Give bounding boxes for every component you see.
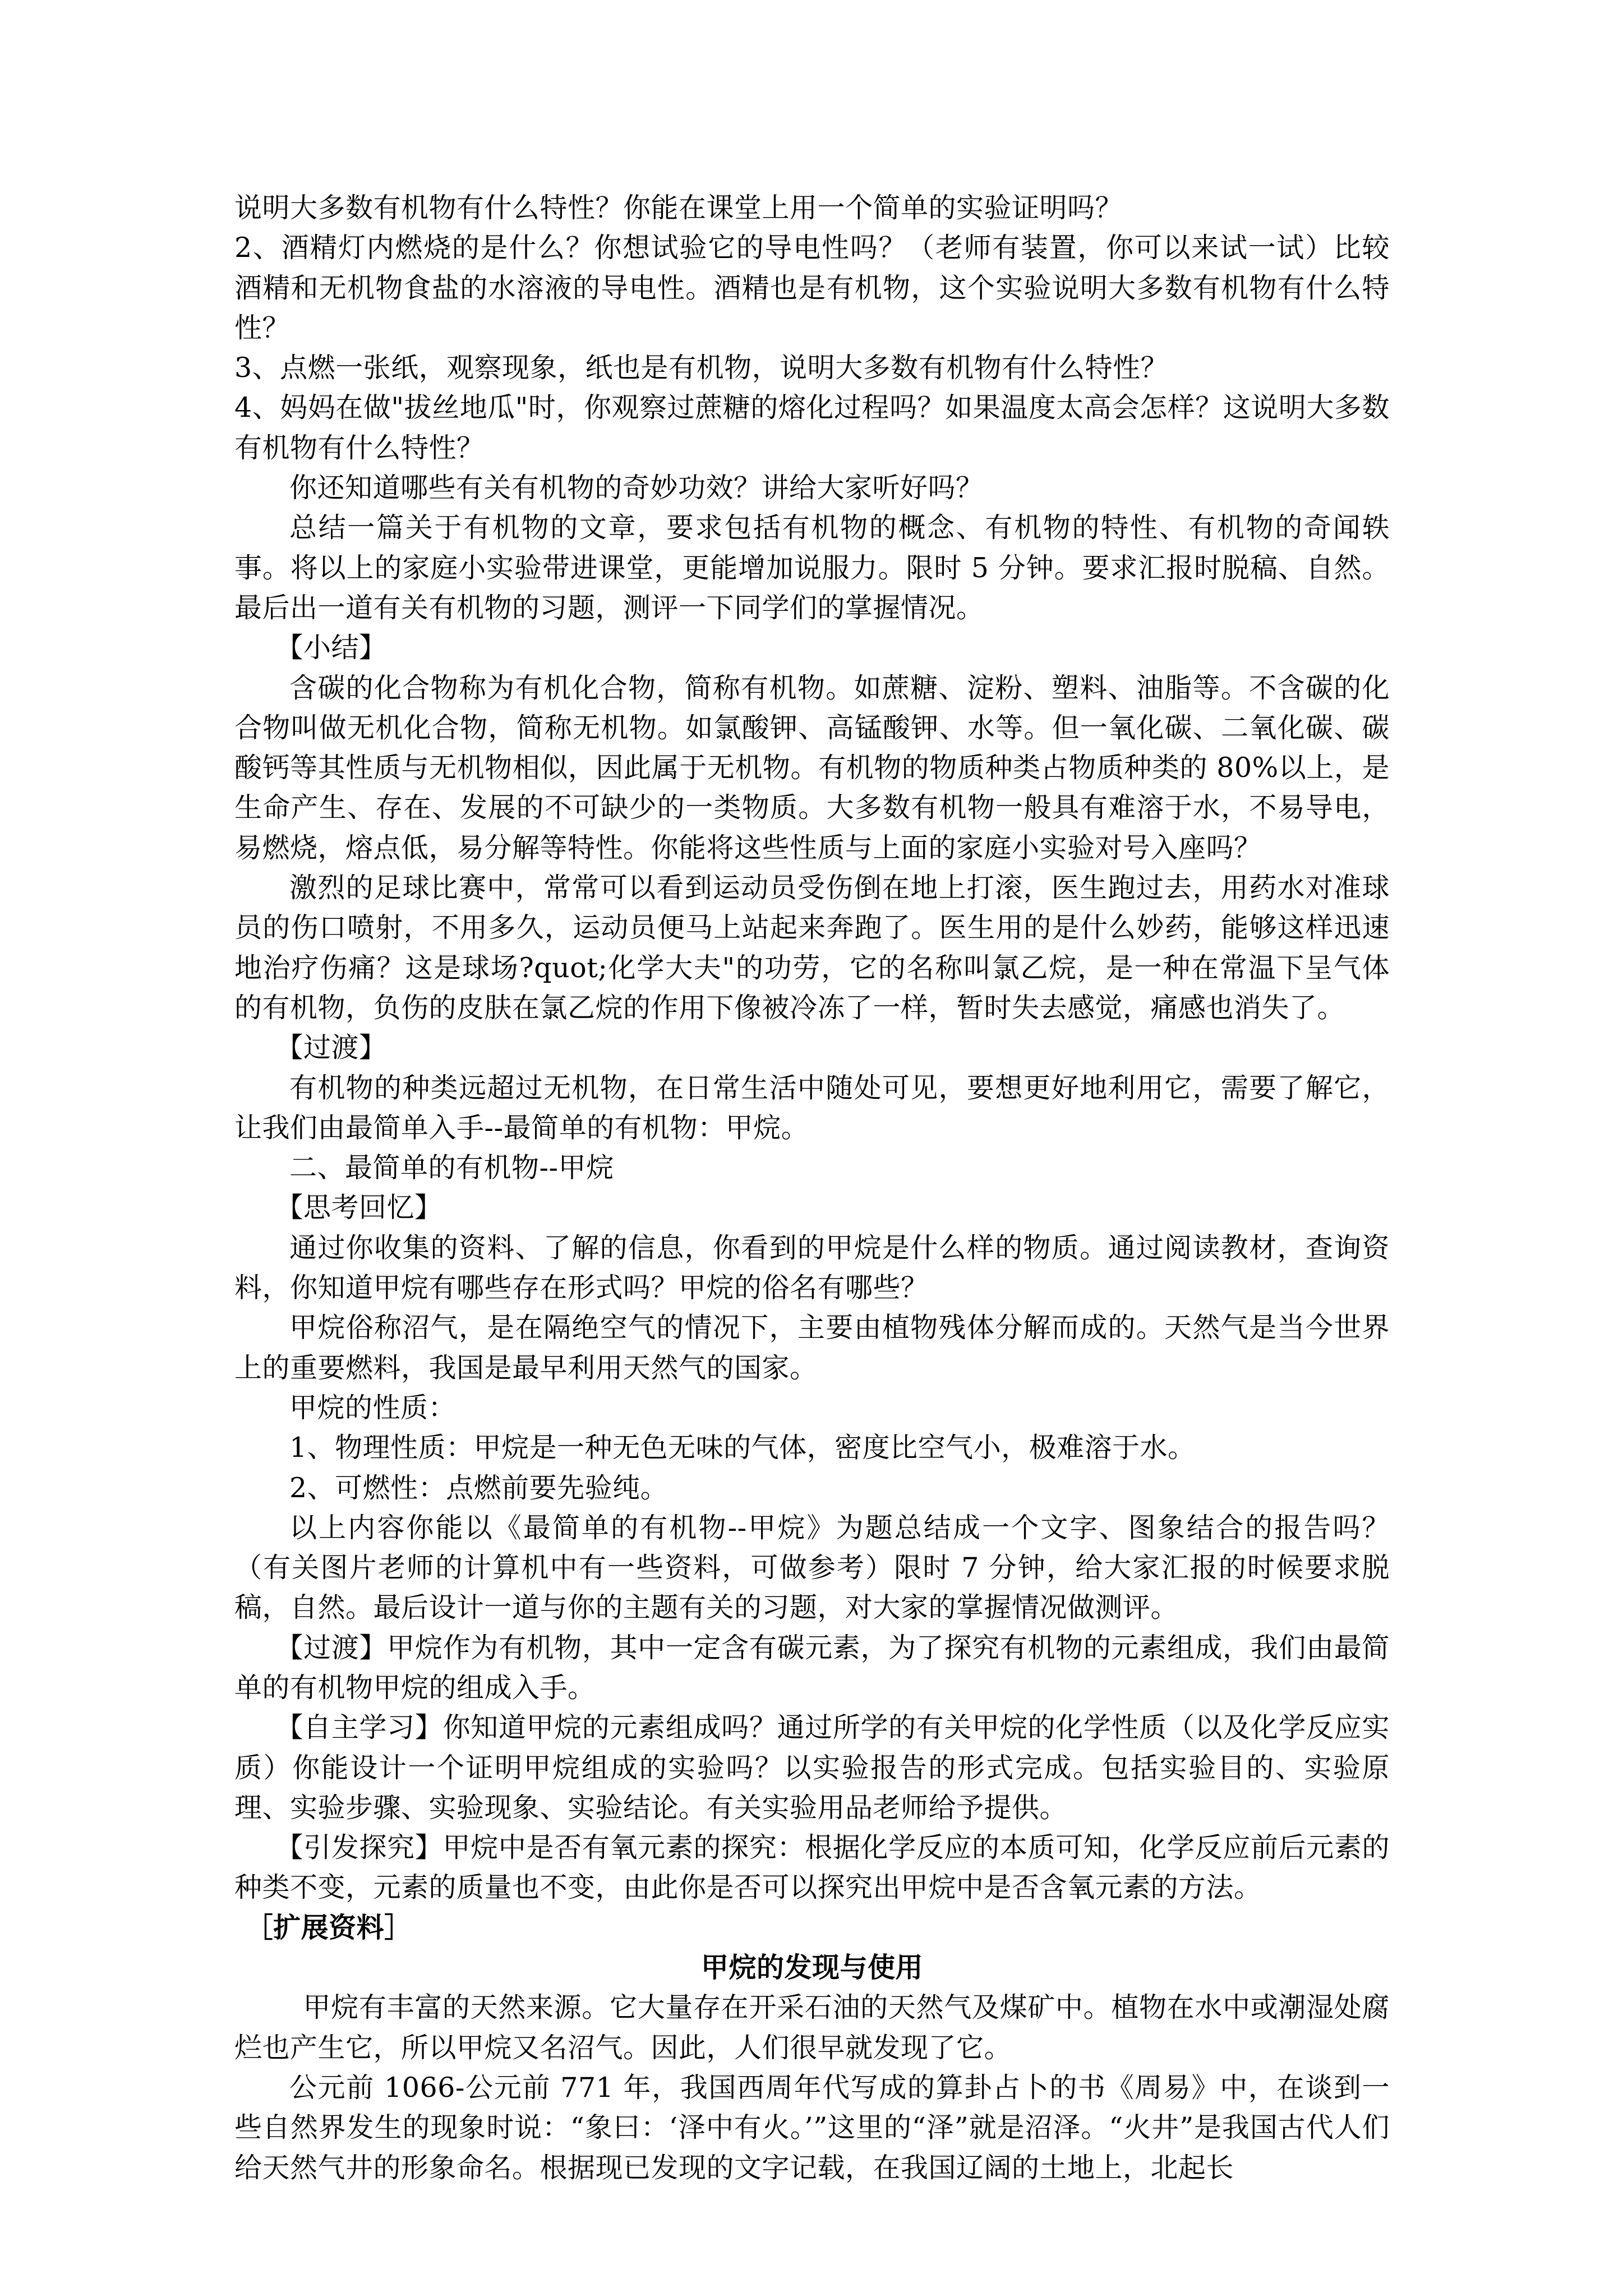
- paragraph: 【引发探究】甲烷中是否有氧元素的探究：根据化学反应的本质可知，化学反应前后元素的种类不变，元素的质量也不变，由此你是否可以探究出甲烷中是否含氧元素的方法。: [234, 1832, 1390, 1904]
- paragraph: 【小结】: [275, 632, 387, 664]
- paragraph: 说明大多数有机物有什么特性？你能在课堂上用一个简单的实验证明吗？: [234, 192, 1123, 224]
- document-page: [234, 188, 1390, 2188]
- paragraph: 你还知道哪些有关有机物的奇妙功效？讲给大家听好吗？: [289, 472, 984, 504]
- paragraph: 3、点燃一张纸，观察现象，纸也是有机物，说明大多数有机物有什么特性？: [234, 352, 1169, 384]
- paragraph: 激烈的足球比赛中，常常可以看到运动员受伤倒在地上打滚，医生跑过去，用药水对准球员的伤口喷射，不用多久，运动员便马上站起来奔跑了。医生用的是什么妙药，能够这样迅速地治疗伤痛？这是球场?quot;化学大夫"的功劳，它的名称叫氯乙烷，是一种在常温下呈气体的有机物，负伤的皮肤在氯乙烷的作用下像被冷冻了一样，暂时失去感觉，痛感也消失了。: [234, 872, 1390, 1024]
- paragraph: 含碳的化合物称为有机化合物，简称有机物。如蔗糖、淀粉、塑料、油脂等。不含碳的化合物叫做无机化合物，简称无机物。如氯酸钾、高锰酸钾、水等。但一氧化碳、二氧化碳、碳酸钙等其性质与无机物相似，因此属于无机物。有机物的物质种类占物质种类的 80%以上，是生命产生、存在、发展的不可缺少的一类物质。大多数有机物一般具有难溶于水，不易导电，易燃烧，熔点低，易分解等特性。你能将这些性质与上面的家庭小实验对号入座吗？: [234, 671, 1390, 864]
- paragraph: 1、物理性质：甲烷是一种无色无味的气体，密度比空气小，极难溶于水。: [289, 1432, 1196, 1464]
- paragraph: 【过渡】: [275, 1032, 387, 1064]
- paragraph: 有机物的种类远超过无机物，在日常生活中随处可见，要想更好地利用它，需要了解它，让我们由最简单入手--最简单的有机物：甲烷。: [234, 1071, 1390, 1144]
- paragraph: 甲烷的发现与使用: [700, 1951, 923, 1984]
- paragraph: ［扩展资料］: [245, 1911, 412, 1944]
- paragraph: 以上内容你能以《最简单的有机物--甲烷》为题总结成一个文字、图象结合的报告吗？（有关图片老师的计算机中有一些资料，可做参考）限时 7 分钟，给大家汇报的时候要求脱稿，自然。最后设计一道与你的主题有关的习题，对大家的掌握情况做测评。: [234, 1511, 1390, 1624]
- paragraph: 甲烷有丰富的天然来源。它大量存在开采石油的天然气及煤矿中。植物在水中或潮湿处腐烂也产生它，所以甲烷又名沼气。因此，人们很早就发现了它。: [234, 1991, 1390, 2064]
- paragraph: 2、可燃性：点燃前要先验纯。: [289, 1471, 668, 1504]
- paragraph: 【自主学习】你知道甲烷的元素组成吗？通过所学的有关甲烷的化学性质（以及化学反应实质）你能设计一个证明甲烷组成的实验吗？以实验报告的形式完成。包括实验目的、实验原理、实验步骤、实验现象、实验结论。有关实验用品老师给予提供。: [234, 1711, 1390, 1824]
- paragraph: 通过你收集的资料、了解的信息，你看到的甲烷是什么样的物质。通过阅读教材，查询资料，你知道甲烷有哪些存在形式吗？甲烷的俗名有哪些？: [234, 1231, 1390, 1304]
- paragraph: 甲烷的性质：: [289, 1391, 457, 1424]
- paragraph: 甲烷俗称沼气，是在隔绝空气的情况下，主要由植物残体分解而成的。天然气是当今世界上的重要燃料，我国是最早利用天然气的国家。: [234, 1312, 1390, 1384]
- paragraph: 【思考回忆】: [275, 1191, 442, 1224]
- paragraph: 二、最简单的有机物--甲烷: [289, 1152, 614, 1184]
- paragraph: 总结一篇关于有机物的文章，要求包括有机物的概念、有机物的特性、有机物的奇闻轶事。将以上的家庭小实验带进课堂，更能增加说服力。限时 5 分钟。要求汇报时脱稿、自然。最后出一道有关有机物的习题，测评一下同学们的掌握情况。: [234, 512, 1390, 624]
- paragraph: 4、妈妈在做"拔丝地瓜"时，你观察过蔗糖的熔化过程吗？如果温度太高会怎样？这说明大多数有机物有什么特性？: [234, 392, 1390, 464]
- paragraph: 2、酒精灯内燃烧的是什么？你想试验它的导电性吗？（老师有装置，你可以来试一试）比较酒精和无机物食盐的水溶液的导电性。酒精也是有机物，这个实验说明大多数有机物有什么特性？: [234, 232, 1390, 344]
- paragraph: 公元前 1066-公元前 771 年，我国西周年代写成的算卦占卜的书《周易》中，在谈到一些自然界发生的现象时说：“象曰：‘泽中有火。’”这里的“泽”就是沼泽。“火井”是我国古代人们给天然气井的形象命名。根据现已发现的文字记载，在我国辽阔的土地上，北起长: [234, 2071, 1390, 2184]
- paragraph: 【过渡】甲烷作为有机物，其中一定含有碳元素，为了探究有机物的元素组成，我们由最简单的有机物甲烷的组成入手。: [234, 1631, 1390, 1704]
